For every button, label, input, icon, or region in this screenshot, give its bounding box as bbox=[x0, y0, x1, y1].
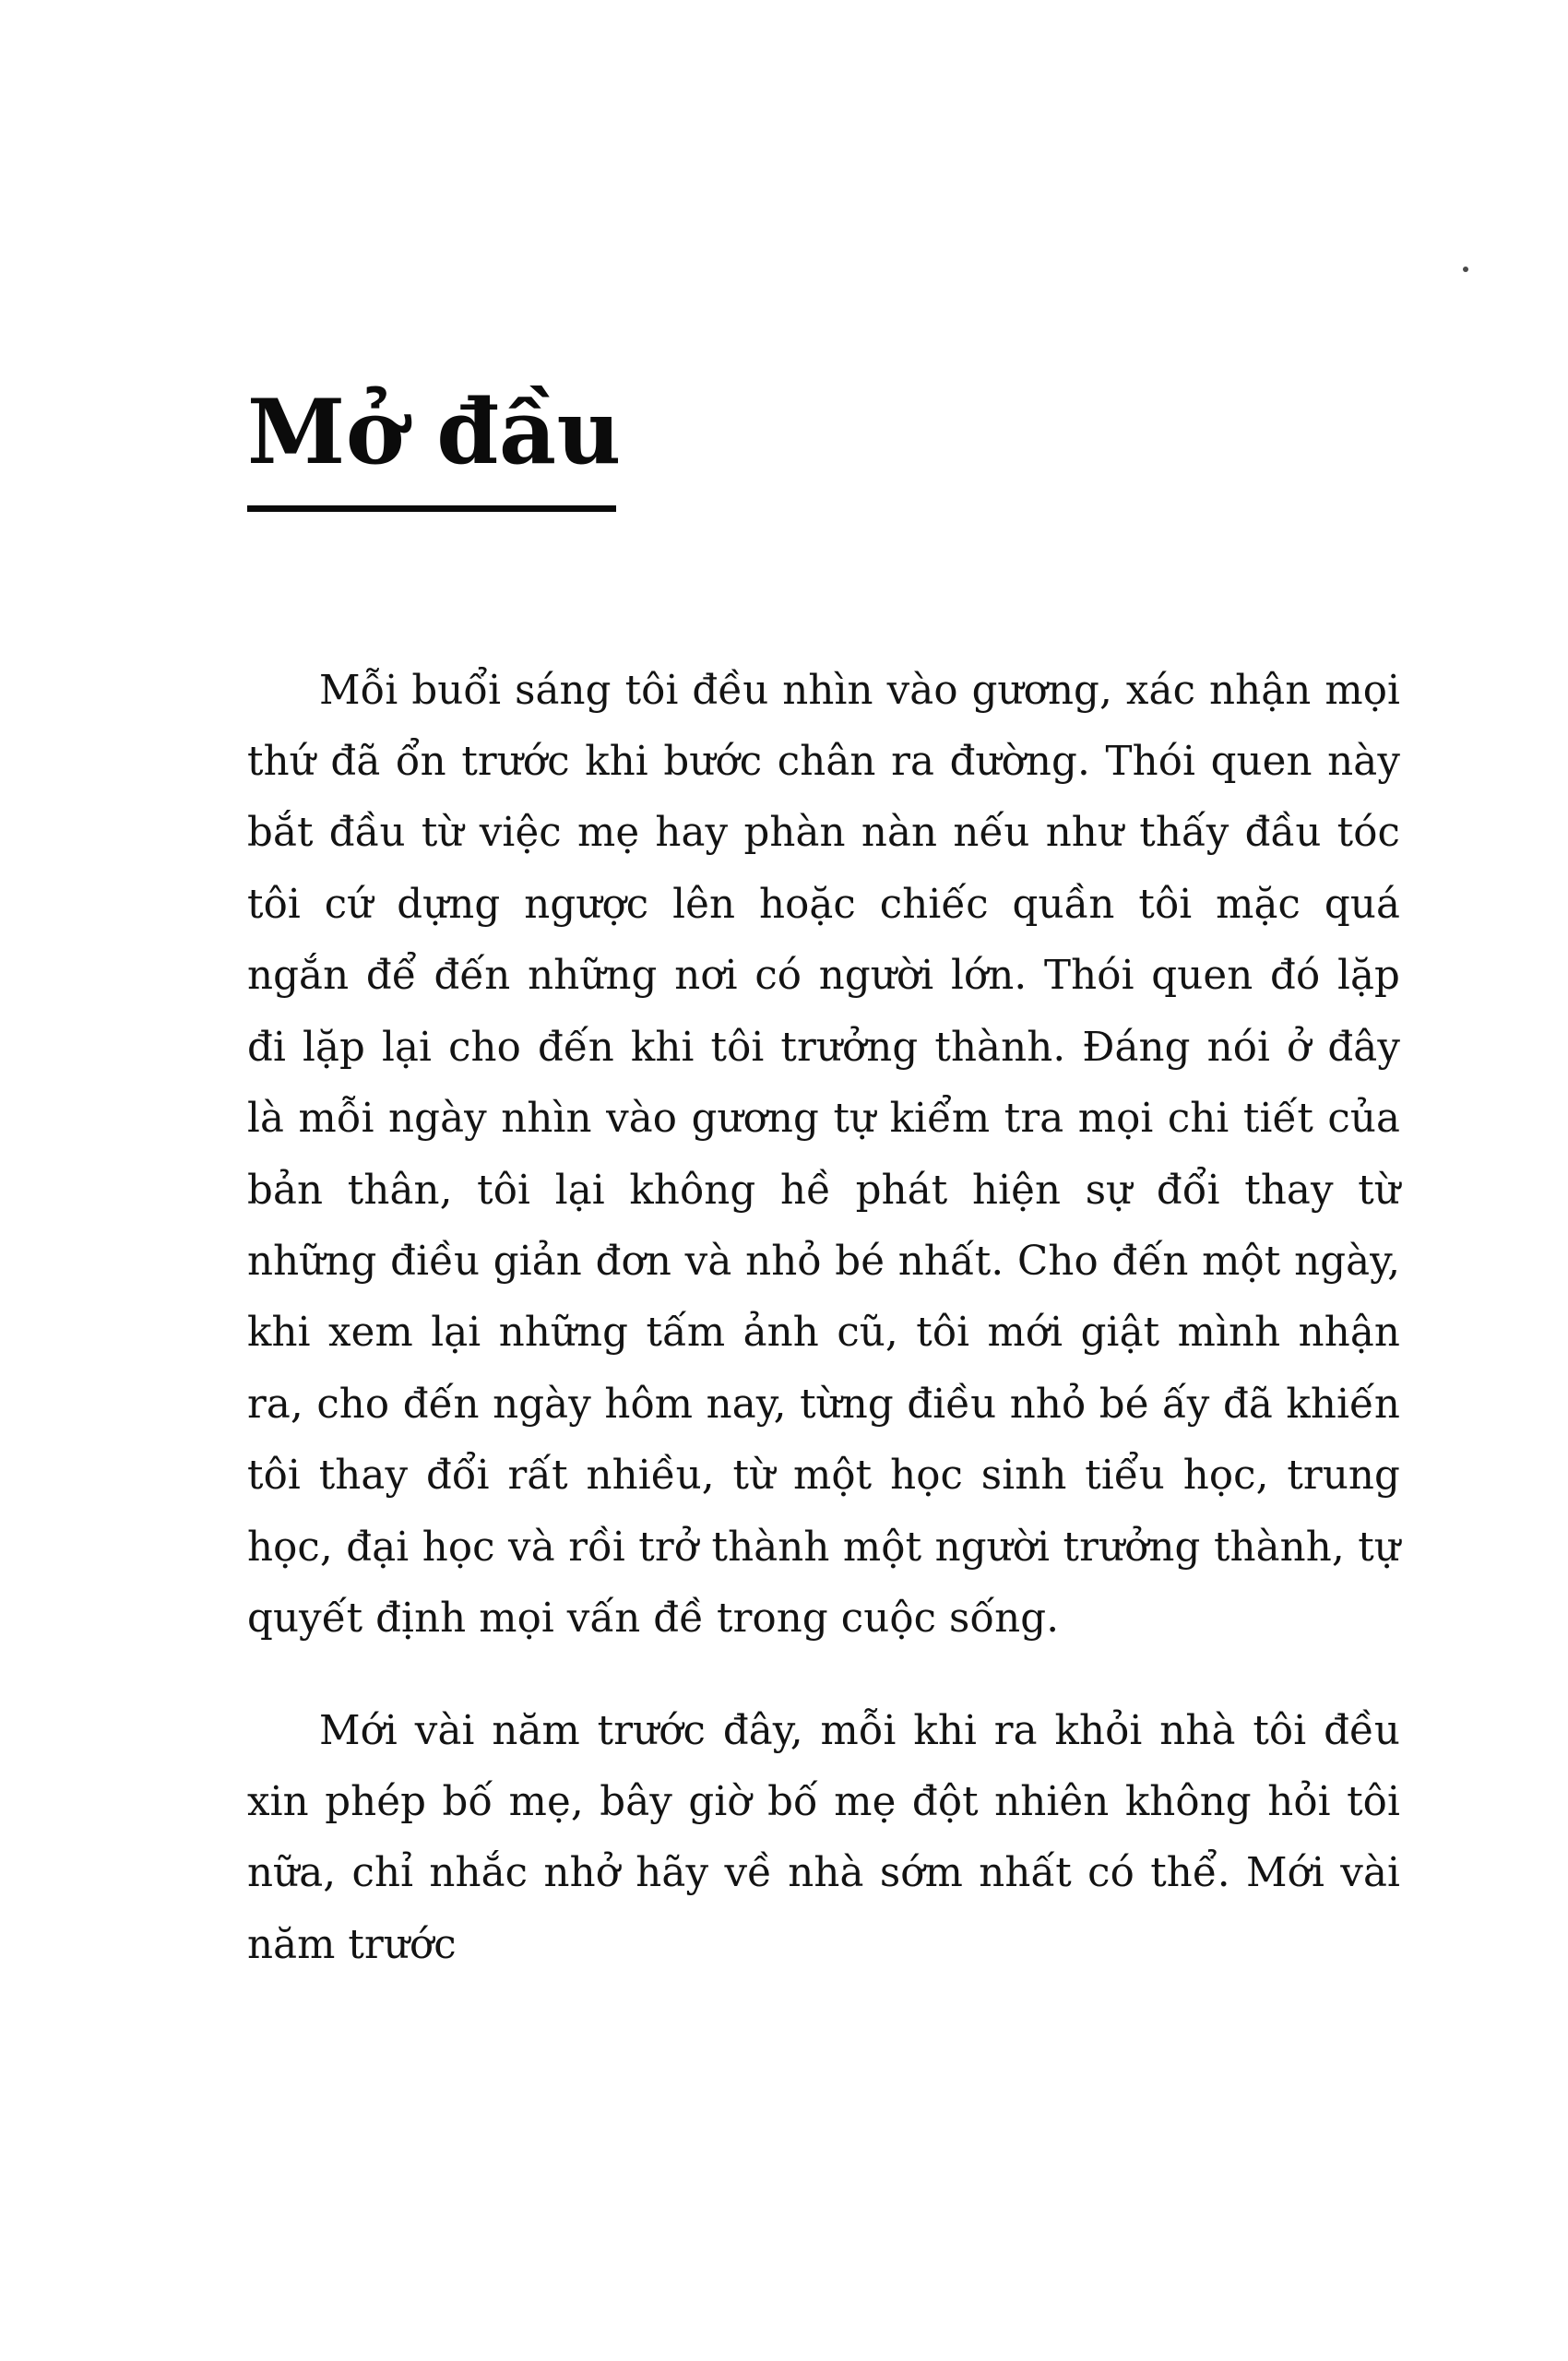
paragraph: Mỗi buổi sáng tôi đều nhìn vào gương, xác nhận mọi thứ đã ổn trước khi bước chân ra đường. Thói quen này bắt đầu từ việc mẹ hay phàn nàn nếu như thấy đầu tóc tôi cứ dựng ngược lên hoặc chiếc quần tôi mặc quá ngắn để đến những nơi có người lớn. Thói quen đó lặp đi lặp lại cho đến khi tôi trưởng thành. Đáng nói ở đây là mỗi ngày nhìn vào gương tự kiểm tra mọi chi tiết của bản thân, tôi lại không hề phát hiện sự đổi thay từ những điều giản đơn và nhỏ bé nhất. Cho đến một ngày, khi xem lại những tấm ảnh cũ, tôi mới giật mình nhận ra, cho đến ngày hôm nay, từng điều nhỏ bé ấy đã khiến tôi thay đổi rất nhiều, từ một học sinh tiểu học, trung học, đại học và rồi trở thành một người trưởng thành, tự quyết định mọi vấn đề trong cuộc sống. bbox=[247, 667, 1400, 1643]
paragraph: Mới vài năm trước đây, mỗi khi ra khỏi nhà tôi đều xin phép bố mẹ, bây giờ bố mẹ đột nhiên không hỏi tôi nữa, chỉ nhắc nhở hãy về nhà sớm nhất có thể. Mới vài năm trước bbox=[247, 1707, 1400, 1968]
chapter-title: Mở đầu bbox=[247, 380, 622, 484]
title-underline-rule bbox=[247, 505, 616, 512]
page-speck-mark bbox=[1463, 267, 1468, 272]
page-content bbox=[247, 0, 1437, 1981]
